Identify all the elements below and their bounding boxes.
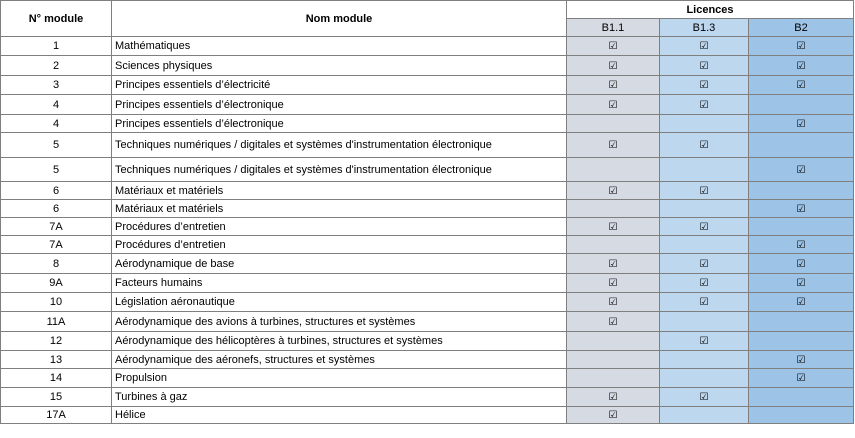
table-row bbox=[1, 56, 854, 76]
checkbox-checked-icon: ☑ bbox=[699, 221, 709, 233]
module-number: 4 bbox=[1, 95, 112, 115]
licence-cell-b13 bbox=[660, 133, 749, 158]
checkbox-checked-icon: ☑ bbox=[608, 410, 618, 421]
table-row bbox=[1, 407, 854, 424]
licence-cell-b2 bbox=[749, 369, 854, 388]
module-number: 6 bbox=[1, 182, 112, 200]
module-number: 4 bbox=[1, 115, 112, 133]
module-name: Turbines à gaz bbox=[112, 388, 567, 407]
module-number: 7A bbox=[1, 218, 112, 236]
module-number: 14 bbox=[1, 369, 112, 388]
licence-cell-b11 bbox=[567, 332, 660, 351]
module-name: Sciences physiques bbox=[112, 56, 567, 76]
licence-cell-b2 bbox=[749, 332, 854, 351]
table-row bbox=[1, 133, 854, 158]
licence-cell-b13 bbox=[660, 236, 749, 254]
module-number: 13 bbox=[1, 351, 112, 369]
licence-cell-b11 bbox=[567, 293, 660, 312]
checkbox-checked-icon: ☑ bbox=[796, 258, 806, 270]
header-licences: Licences bbox=[567, 1, 854, 19]
checkbox-checked-icon: ☑ bbox=[699, 99, 709, 111]
checkbox-checked-icon: ☑ bbox=[699, 41, 709, 52]
checkbox-checked-icon: ☑ bbox=[608, 185, 618, 197]
licence-cell-b11 bbox=[567, 312, 660, 332]
licence-cell-b2 bbox=[749, 115, 854, 133]
module-name: Facteurs humains bbox=[112, 274, 567, 293]
checkbox-checked-icon: ☑ bbox=[796, 41, 806, 52]
licence-cell-b13 bbox=[660, 332, 749, 351]
module-name: Principes essentiels d’électronique bbox=[112, 115, 567, 133]
table-row bbox=[1, 182, 854, 200]
licence-cell-b11 bbox=[567, 133, 660, 158]
table-row bbox=[1, 293, 854, 312]
licence-cell-b13 bbox=[660, 182, 749, 200]
licence-cell-b11 bbox=[567, 200, 660, 218]
licence-cell-b2 bbox=[749, 76, 854, 95]
licence-cell-b11 bbox=[567, 254, 660, 274]
checkbox-checked-icon: ☑ bbox=[796, 278, 806, 289]
checkbox-checked-icon: ☑ bbox=[608, 316, 618, 328]
licence-cell-b2 bbox=[749, 388, 854, 407]
licence-cell-b2 bbox=[749, 56, 854, 76]
module-name: Principes essentiels d’électronique bbox=[112, 95, 567, 115]
module-number: 3 bbox=[1, 76, 112, 95]
module-number: 8 bbox=[1, 254, 112, 274]
module-number: 11A bbox=[1, 312, 112, 332]
checkbox-checked-icon: ☑ bbox=[699, 185, 709, 197]
module-name: Principes essentiels d’électricité bbox=[112, 76, 567, 95]
checkbox-checked-icon: ☑ bbox=[796, 354, 806, 366]
checkbox-checked-icon: ☑ bbox=[608, 41, 618, 52]
licence-cell-b2 bbox=[749, 218, 854, 236]
licence-cell-b13 bbox=[660, 76, 749, 95]
checkbox-checked-icon: ☑ bbox=[796, 239, 806, 251]
checkbox-checked-icon: ☑ bbox=[699, 278, 709, 289]
module-name: Aérodynamique des aéronefs, structures et systèmes bbox=[112, 351, 567, 369]
licence-cell-b11 bbox=[567, 369, 660, 388]
checkbox-checked-icon: ☑ bbox=[699, 140, 709, 151]
checkbox-checked-icon: ☑ bbox=[796, 297, 806, 308]
checkbox-checked-icon: ☑ bbox=[608, 221, 618, 233]
licence-cell-b13 bbox=[660, 218, 749, 236]
licence-cell-b13 bbox=[660, 388, 749, 407]
header-b13: B1.3 bbox=[660, 19, 749, 37]
licence-cell-b2 bbox=[749, 133, 854, 158]
module-name: Procédures d’entretien bbox=[112, 236, 567, 254]
module-number: 7A bbox=[1, 236, 112, 254]
module-name: Aérodynamique des hélicoptères à turbines, structures et systèmes bbox=[112, 332, 567, 351]
module-name: Hélice bbox=[112, 407, 567, 424]
licence-cell-b13 bbox=[660, 254, 749, 274]
checkbox-checked-icon: ☑ bbox=[796, 373, 806, 384]
licence-cell-b11 bbox=[567, 95, 660, 115]
licence-cell-b13 bbox=[660, 56, 749, 76]
checkbox-checked-icon: ☑ bbox=[608, 80, 618, 91]
licence-cell-b13 bbox=[660, 200, 749, 218]
module-number: 15 bbox=[1, 388, 112, 407]
table-row bbox=[1, 115, 854, 133]
checkbox-checked-icon: ☑ bbox=[699, 258, 709, 270]
licence-cell-b11 bbox=[567, 274, 660, 293]
table-row bbox=[1, 37, 854, 56]
module-number: 5 bbox=[1, 158, 112, 182]
licence-cell-b11 bbox=[567, 158, 660, 182]
checkbox-checked-icon: ☑ bbox=[608, 392, 618, 403]
module-number: 5 bbox=[1, 133, 112, 158]
licence-cell-b2 bbox=[749, 95, 854, 115]
checkbox-checked-icon: ☑ bbox=[796, 118, 806, 130]
licence-cell-b13 bbox=[660, 37, 749, 56]
module-number: 9A bbox=[1, 274, 112, 293]
checkbox-checked-icon: ☑ bbox=[699, 80, 709, 91]
table-body bbox=[1, 37, 854, 424]
licence-cell-b11 bbox=[567, 388, 660, 407]
table-row bbox=[1, 236, 854, 254]
licence-cell-b2 bbox=[749, 182, 854, 200]
table-row bbox=[1, 76, 854, 95]
licence-cell-b2 bbox=[749, 236, 854, 254]
checkbox-checked-icon: ☑ bbox=[608, 278, 618, 289]
module-number: 10 bbox=[1, 293, 112, 312]
licence-cell-b2 bbox=[749, 158, 854, 182]
table-row bbox=[1, 332, 854, 351]
checkbox-checked-icon: ☑ bbox=[608, 258, 618, 270]
checkbox-checked-icon: ☑ bbox=[608, 99, 618, 111]
checkbox-checked-icon: ☑ bbox=[608, 140, 618, 151]
table-row bbox=[1, 200, 854, 218]
module-number: 12 bbox=[1, 332, 112, 351]
licence-cell-b13 bbox=[660, 407, 749, 424]
checkbox-checked-icon: ☑ bbox=[608, 297, 618, 308]
table-row bbox=[1, 351, 854, 369]
checkbox-checked-icon: ☑ bbox=[796, 164, 806, 176]
module-number: 6 bbox=[1, 200, 112, 218]
table-row bbox=[1, 274, 854, 293]
table-row bbox=[1, 312, 854, 332]
licence-cell-b13 bbox=[660, 274, 749, 293]
licence-cell-b13 bbox=[660, 293, 749, 312]
checkbox-checked-icon: ☑ bbox=[796, 203, 806, 215]
licence-cell-b2 bbox=[749, 407, 854, 424]
licence-cell-b13 bbox=[660, 312, 749, 332]
table-row bbox=[1, 218, 854, 236]
licence-cell-b11 bbox=[567, 218, 660, 236]
checkbox-checked-icon: ☑ bbox=[699, 392, 709, 403]
checkbox-checked-icon: ☑ bbox=[608, 60, 618, 72]
table-row bbox=[1, 388, 854, 407]
licence-cell-b11 bbox=[567, 351, 660, 369]
module-name: Propulsion bbox=[112, 369, 567, 388]
checkbox-checked-icon: ☑ bbox=[796, 60, 806, 72]
licence-cell-b2 bbox=[749, 274, 854, 293]
module-name: Législation aéronautique bbox=[112, 293, 567, 312]
checkbox-checked-icon: ☑ bbox=[699, 60, 709, 72]
checkbox-checked-icon: ☑ bbox=[699, 336, 709, 347]
module-name: Aérodynamique des avions à turbines, structures et systèmes bbox=[112, 312, 567, 332]
licence-cell-b13 bbox=[660, 351, 749, 369]
licence-cell-b2 bbox=[749, 351, 854, 369]
header-b11: B1.1 bbox=[567, 19, 660, 37]
licence-cell-b11 bbox=[567, 115, 660, 133]
checkbox-checked-icon: ☑ bbox=[796, 80, 806, 91]
licence-cell-b13 bbox=[660, 95, 749, 115]
checkbox-checked-icon: ☑ bbox=[699, 297, 709, 308]
licence-cell-b2 bbox=[749, 200, 854, 218]
licence-cell-b11 bbox=[567, 76, 660, 95]
header-module-name: Nom module bbox=[112, 1, 567, 37]
module-number: 2 bbox=[1, 56, 112, 76]
module-name: Procédures d’entretien bbox=[112, 218, 567, 236]
module-name: Techniques numériques / digitales et systèmes d'instrumentation électronique bbox=[112, 158, 567, 182]
licence-cell-b13 bbox=[660, 115, 749, 133]
table-row bbox=[1, 158, 854, 182]
module-name: Aérodynamique de base bbox=[112, 254, 567, 274]
module-name: Techniques numériques / digitales et systèmes d'instrumentation électronique bbox=[112, 133, 567, 158]
licence-cell-b13 bbox=[660, 158, 749, 182]
licence-cell-b2 bbox=[749, 293, 854, 312]
header-module-number: N° module bbox=[1, 1, 112, 37]
module-number: 17A bbox=[1, 407, 112, 424]
licence-cell-b13 bbox=[660, 369, 749, 388]
module-name: Mathématiques bbox=[112, 37, 567, 56]
header-b2: B2 bbox=[749, 19, 854, 37]
licence-cell-b11 bbox=[567, 182, 660, 200]
module-name: Matériaux et matériels bbox=[112, 182, 567, 200]
licence-cell-b2 bbox=[749, 254, 854, 274]
licence-cell-b11 bbox=[567, 407, 660, 424]
module-name: Matériaux et matériels bbox=[112, 200, 567, 218]
table-row bbox=[1, 95, 854, 115]
licence-cell-b11 bbox=[567, 56, 660, 76]
table-row bbox=[1, 369, 854, 388]
module-number: 1 bbox=[1, 37, 112, 56]
table-row bbox=[1, 254, 854, 274]
licence-cell-b11 bbox=[567, 236, 660, 254]
licence-cell-b2 bbox=[749, 312, 854, 332]
licence-cell-b2 bbox=[749, 37, 854, 56]
licence-cell-b11 bbox=[567, 37, 660, 56]
